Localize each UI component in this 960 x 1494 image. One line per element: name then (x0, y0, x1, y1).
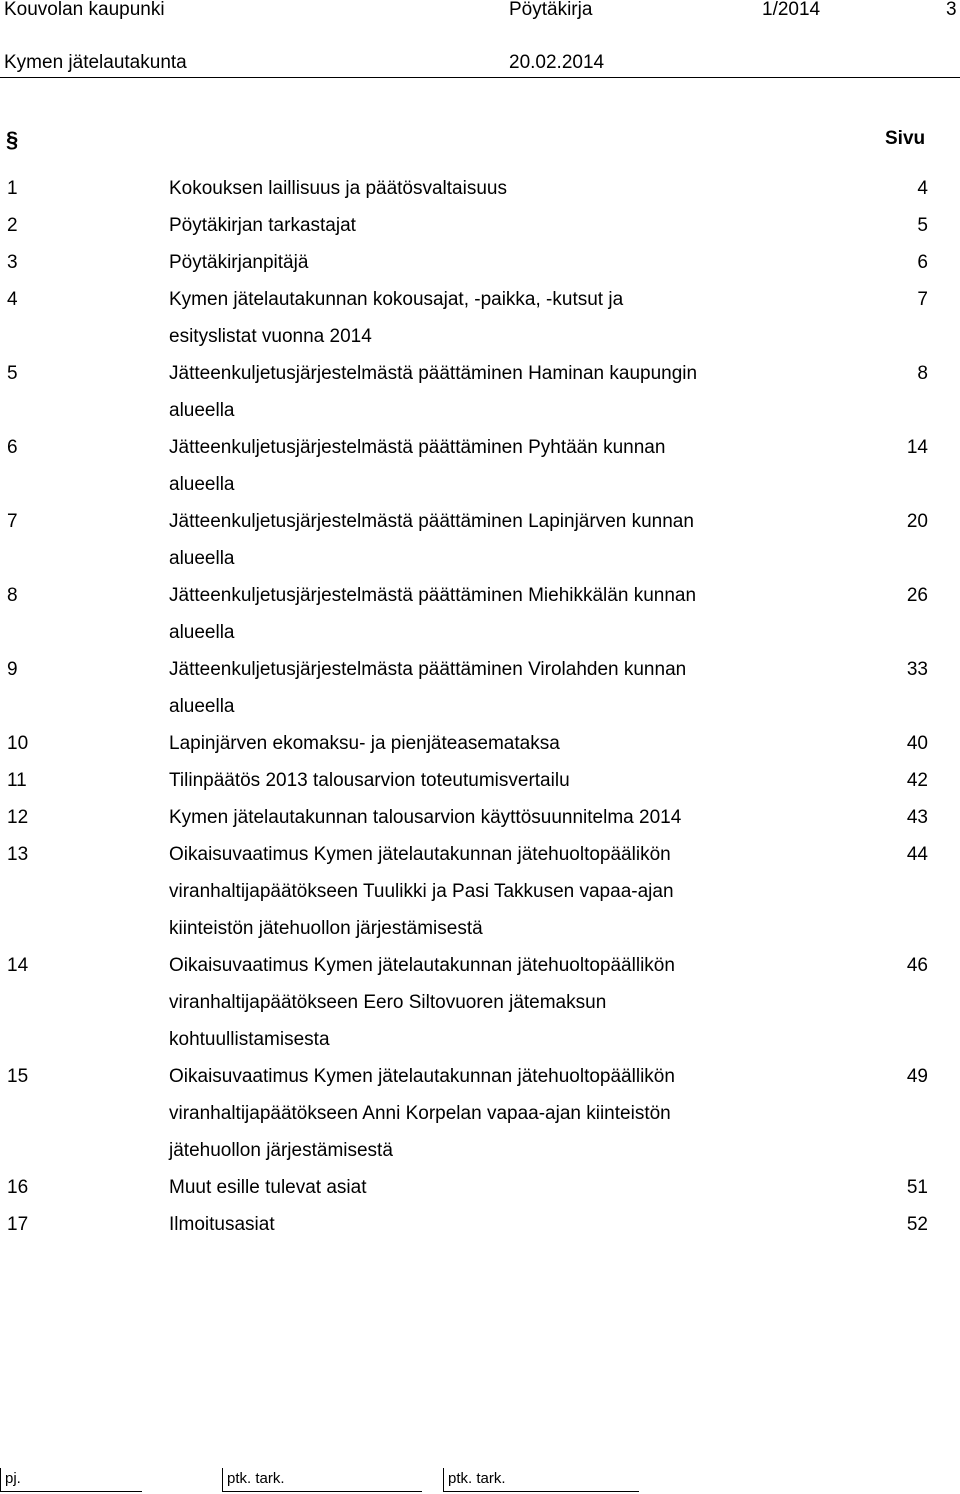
toc-item-title: alueella (169, 400, 235, 421)
toc-item-line (0, 947, 960, 984)
toc-item-page: 51 (906, 1177, 928, 1198)
signature-chair-label: pj. (5, 1470, 21, 1487)
signature-checker-1-label: ptk. tark. (227, 1470, 285, 1487)
toc-item-title: Oikaisuvaatimus Kymen jätelautakunnan jätehuoltopäällikön (169, 955, 675, 976)
toc-item (0, 1058, 960, 1169)
toc-item-line (0, 244, 960, 281)
toc-item-title: viranhaltijapäätökseen Anni Korpelan vapaa-ajan kiinteistön (169, 1103, 671, 1124)
toc-item-title: Oikaisuvaatimus Kymen jätelautakunnan jätehuoltopäälikön (169, 844, 671, 865)
toc-item (0, 1206, 960, 1243)
toc-item-line (0, 836, 960, 873)
toc-item-title: Muut esille tulevat asiat (169, 1177, 367, 1198)
toc-item-number: 14 (7, 955, 29, 976)
toc-item-title: Jätteenkuljetusjärjestelmästä päättäminen Haminan kaupungin (169, 363, 698, 384)
toc-item-line (0, 651, 960, 688)
toc-item-line (0, 207, 960, 244)
toc-item-number: 2 (7, 215, 18, 236)
toc-item-line (0, 318, 960, 355)
toc-item-number: 5 (7, 363, 18, 384)
toc-item (0, 725, 960, 762)
toc-item-title: jätehuollon järjestämisestä (169, 1140, 393, 1161)
signature-checker-2 (443, 1468, 639, 1492)
toc-item-title: Jätteenkuljetusjärjestelmästä päättäminen Pyhtään kunnan (169, 437, 666, 458)
toc-item-number: 12 (7, 807, 29, 828)
toc-item (0, 281, 960, 355)
signature-chair (0, 1468, 142, 1492)
board-name: Kymen jätelautakunta (4, 52, 187, 73)
toc-item-title: Oikaisuvaatimus Kymen jätelautakunnan jätehuoltopäällikön (169, 1066, 675, 1087)
toc-item-title: Jätteenkuljetusjärjestelmästa päättäminen Virolahden kunnan (169, 659, 687, 680)
toc-item-line (0, 540, 960, 577)
toc-item-page: 7 (917, 289, 928, 310)
header-row-2 (0, 37, 960, 78)
toc-item-line (0, 799, 960, 836)
toc-item-page: 5 (917, 215, 928, 236)
toc-item-page: 44 (906, 844, 928, 865)
toc-item-line (0, 1058, 960, 1095)
toc-item-number: 11 (7, 770, 27, 791)
toc-item-page: 26 (906, 585, 928, 606)
page-column-header: Sivu (885, 128, 926, 149)
toc-item-title: alueella (169, 696, 235, 717)
toc-item-title: Kymen jätelautakunnan talousarvion käyttösuunnitelma 2014 (169, 807, 682, 828)
toc-item-page: 43 (906, 807, 928, 828)
toc-item-title: kohtuullistamisesta (169, 1029, 330, 1050)
toc-item-line (0, 1132, 960, 1169)
toc-item (0, 947, 960, 1058)
toc-item-number: 6 (7, 437, 18, 458)
toc-item-line (0, 429, 960, 466)
toc-item-number: 13 (7, 844, 29, 865)
toc-item-page: 6 (917, 252, 928, 273)
toc-item-line (0, 1169, 960, 1206)
toc-item-line (0, 1021, 960, 1058)
toc-item-title: Jätteenkuljetusjärjestelmästä päättäminen Lapinjärven kunnan (169, 511, 694, 532)
toc-item (0, 244, 960, 281)
document-number: 1/2014 (762, 0, 821, 20)
toc-item-line (0, 281, 960, 318)
toc-item (0, 207, 960, 244)
toc-item-title: viranhaltijapäätökseen Eero Siltovuoren jätemaksun (169, 992, 607, 1013)
toc-item-number: 17 (7, 1214, 29, 1235)
toc-item-page: 52 (906, 1214, 928, 1235)
toc-item-title: Jätteenkuljetusjärjestelmästä päättäminen Miehikkälän kunnan (169, 585, 697, 606)
toc-item-page: 42 (906, 770, 928, 791)
meeting-date: 20.02.2014 (509, 52, 605, 73)
toc-item-title: Ilmoitusasiat (169, 1214, 275, 1235)
organization-name: Kouvolan kaupunki (4, 0, 165, 20)
toc-item-line (0, 466, 960, 503)
toc-item-line (0, 614, 960, 651)
toc-item-title: Pöytäkirjan tarkastajat (169, 215, 356, 236)
toc-item-number: 8 (7, 585, 18, 606)
toc-item (0, 577, 960, 651)
toc-item-number: 3 (7, 252, 18, 273)
signature-checker-2-label: ptk. tark. (448, 1470, 506, 1487)
toc-item (0, 799, 960, 836)
toc-item-number: 4 (7, 289, 18, 310)
toc-item-line (0, 355, 960, 392)
toc-item (0, 429, 960, 503)
section-symbol: § (6, 127, 19, 152)
toc-item-line (0, 688, 960, 725)
toc-item-title: Lapinjärven ekomaksu- ja pienjäteasemataksa (169, 733, 560, 754)
table-of-contents (0, 170, 960, 1243)
toc-item-title: kiinteistön jätehuollon järjestämisestä (169, 918, 483, 939)
toc-item-title: viranhaltijapäätökseen Tuulikki ja Pasi Takkusen vapaa-ajan (169, 881, 674, 902)
toc-item-page: 46 (906, 955, 928, 976)
toc-item-page: 33 (906, 659, 928, 680)
toc-item-number: 1 (7, 178, 18, 199)
toc-item-page: 8 (917, 363, 928, 384)
toc-item-line (0, 725, 960, 762)
toc-item-title: Kymen jätelautakunnan kokousajat, -paikka, -kutsut ja (169, 289, 624, 310)
toc-item (0, 836, 960, 947)
toc-item (0, 355, 960, 429)
toc-item-number: 7 (7, 511, 18, 532)
toc-item-number: 15 (7, 1066, 29, 1087)
toc-item-title: Pöytäkirjanpitäjä (169, 252, 309, 273)
toc-item (0, 503, 960, 577)
page-number: 3 (946, 0, 957, 20)
toc-item-page: 40 (906, 733, 928, 754)
toc-item (0, 170, 960, 207)
toc-item (0, 762, 960, 799)
toc-item-line (0, 984, 960, 1021)
toc-item-page: 49 (906, 1066, 928, 1087)
document-type: Pöytäkirja (509, 0, 593, 20)
toc-item-line (0, 1206, 960, 1243)
toc-item-line (0, 170, 960, 207)
toc-item-page: 20 (906, 511, 928, 532)
toc-item-title: Kokouksen laillisuus ja päätösvaltaisuus (169, 178, 507, 199)
toc-item-page: 14 (906, 437, 928, 458)
toc-item-title: alueella (169, 474, 235, 495)
toc-item-number: 10 (7, 733, 29, 754)
toc-item-title: Tilinpäätös 2013 talousarvion toteutumisvertailu (169, 770, 570, 791)
signature-footer (0, 1468, 960, 1494)
toc-item-line (0, 503, 960, 540)
toc-item-line (0, 392, 960, 429)
header-row-1 (0, 0, 960, 36)
toc-item-line (0, 873, 960, 910)
toc-item-line (0, 577, 960, 614)
toc-item-title: alueella (169, 548, 235, 569)
toc-item-page: 4 (917, 178, 928, 199)
toc-item (0, 651, 960, 725)
toc-item-line (0, 762, 960, 799)
toc-item-title: esityslistat vuonna 2014 (169, 326, 372, 347)
toc-item-number: 16 (7, 1177, 29, 1198)
toc-item (0, 1169, 960, 1206)
toc-item-title: alueella (169, 622, 235, 643)
toc-item-line (0, 1095, 960, 1132)
toc-item-line (0, 910, 960, 947)
signature-checker-1 (222, 1468, 422, 1492)
toc-item-number: 9 (7, 659, 18, 680)
